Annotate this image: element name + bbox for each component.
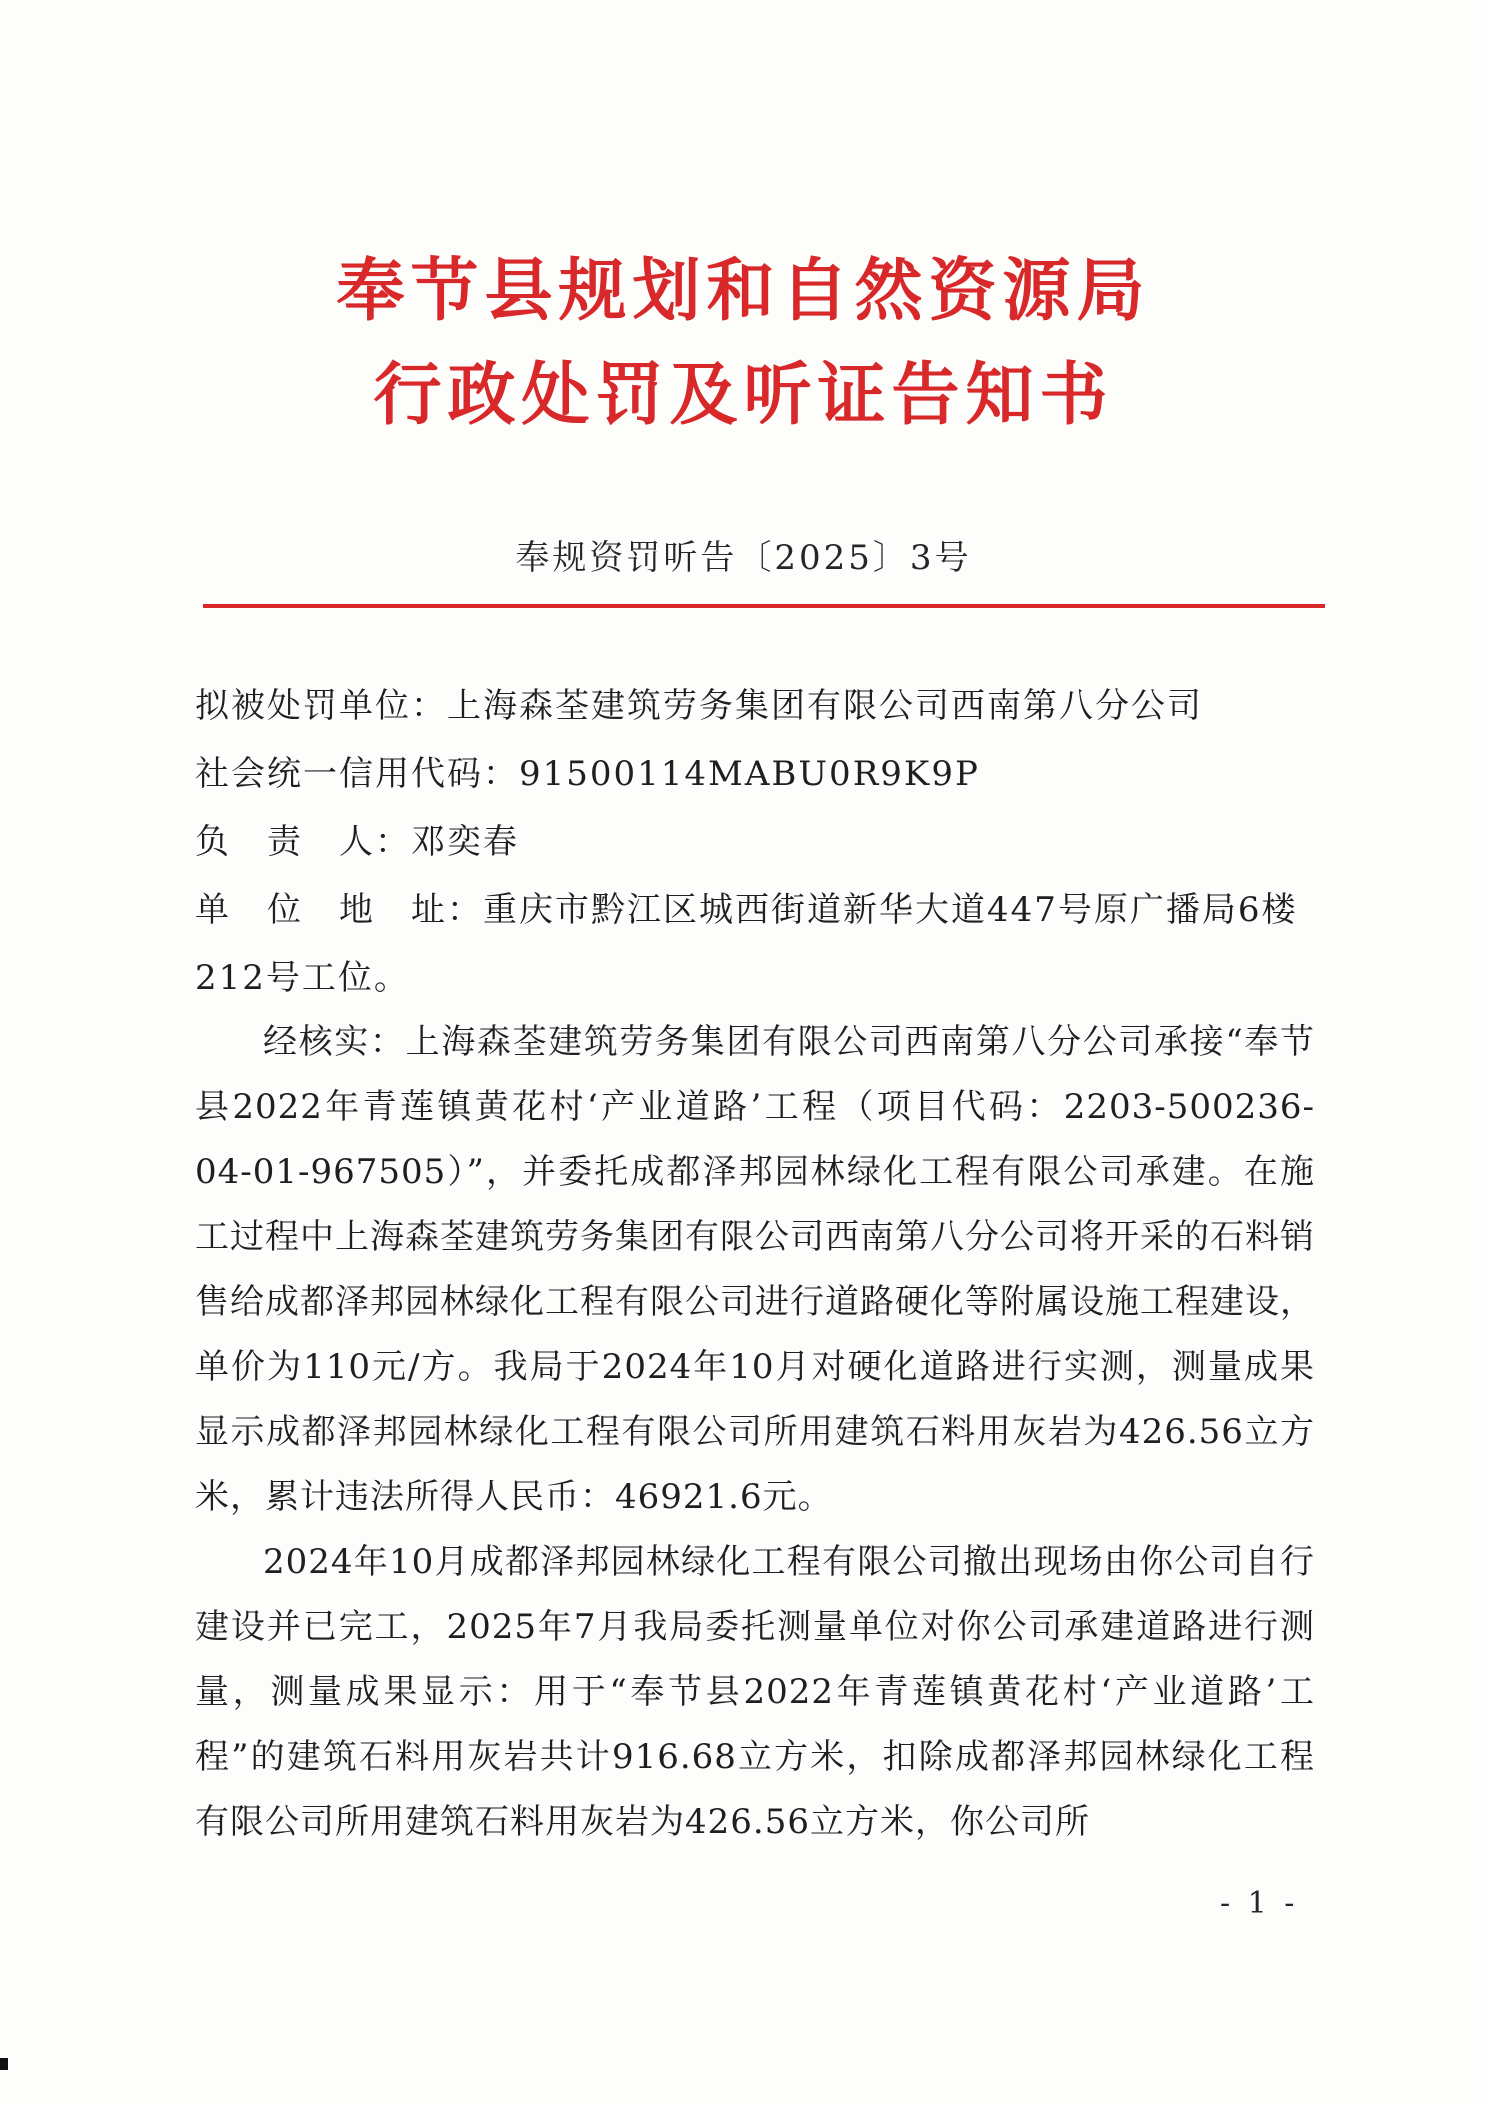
field-responsible-person [195, 814, 519, 863]
field-credit-code [195, 746, 980, 795]
field-value: 邓奕春 [411, 822, 519, 862]
document-number: 奉规资罚听告〔2025〕3号 [515, 538, 972, 578]
field-unit-address [195, 882, 1298, 931]
body-paragraph-2: 2024年10月成都泽邦园林绿化工程有限公司撤出现场由你公司自行建设并已完工，2025年7月我局委托测量单位对你公司承建道路进行测量，测量成果显示：用于“奉节县2022年青莲镇黄花村‘产业道路’工程”的建筑石料用灰岩共计916.68立方米，扣除成都泽邦园林绿化工程有限公司所用建筑石料用灰岩为426.56立方米，你公司所 [195, 1542, 1315, 1842]
document-title-line2: 行政处罚及听证告知书 [373, 356, 1114, 435]
field-value: 91500114MABU0R9K9P [519, 754, 980, 794]
document-title-line1: 奉节县规划和自然资源局 [336, 252, 1151, 331]
field-label: 拟被处罚单位： [195, 686, 447, 726]
field-label: 负 责 人： [195, 822, 411, 862]
field-value: 上海森荃建筑劳务集团有限公司西南第八分公司 [447, 686, 1203, 726]
field-label: 社会统一信用代码： [195, 754, 519, 794]
field-label: 单 位 地 址： [195, 890, 483, 930]
field-penalized-unit [195, 678, 1203, 727]
scan-edge-mark [0, 2058, 8, 2070]
page-number: - 1 - [1220, 1886, 1299, 1921]
field-value: 重庆市黔江区城西街道新华大道447号原广播局6楼 [483, 890, 1298, 930]
field-value: 212号工位。 [195, 958, 410, 998]
field-unit-address-continued [195, 950, 410, 999]
red-divider-line [203, 604, 1325, 608]
body-paragraph-1: 经核实：上海森荃建筑劳务集团有限公司西南第八分公司承接“奉节县2022年青莲镇黄花村‘产业道路’工程（项目代码：2203-500236-04-01-967505）”，并委托成都泽邦园林绿化工程有限公司承建。在施工过程中上海森荃建筑劳务集团有限公司西南第八分公司将开采的石料销售给成都泽邦园林绿化工程有限公司进行道路硬化等附属设施工程建设，单价为110元/方。我局于2024年10月对硬化道路进行实测，测量成果显示成都泽邦园林绿化工程有限公司所用建筑石料用灰岩为426.56立方米，累计违法所得人民币：46921.6元。 [195, 1022, 1315, 1517]
